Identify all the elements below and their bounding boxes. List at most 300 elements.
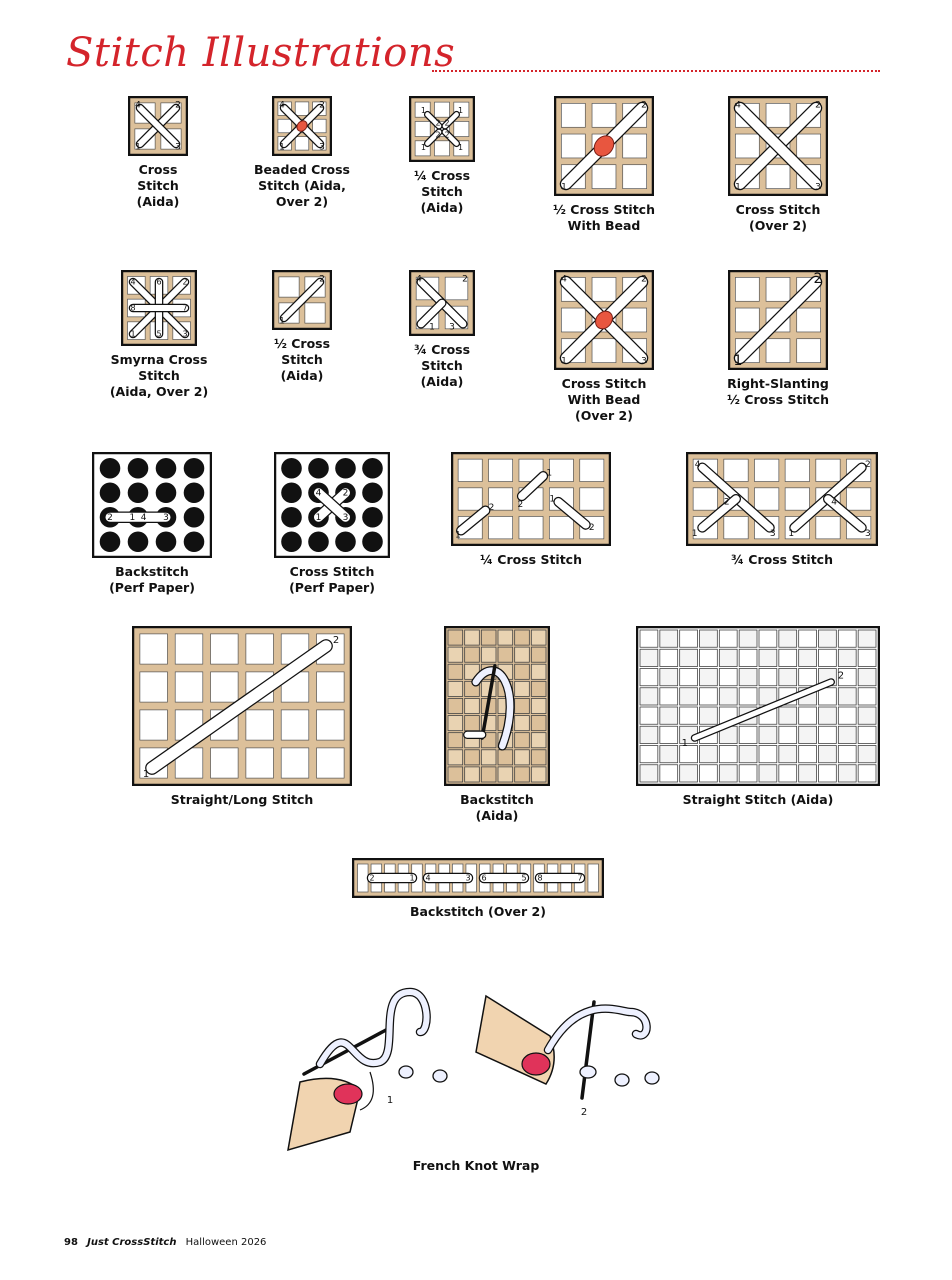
fabric-hole — [415, 121, 430, 136]
backstitch-aida-diagram — [444, 626, 550, 786]
fabric-hole — [211, 748, 239, 778]
stitch-number: 1 — [457, 143, 464, 153]
aida-weave-block — [759, 630, 777, 647]
aida-weave-block — [680, 649, 698, 666]
aida-weave-block — [481, 647, 496, 662]
aida-weave-block — [838, 746, 856, 763]
stitch-number: 1 — [546, 468, 553, 479]
stitch-three-quarter-cross — [686, 452, 878, 568]
stitch-number: 4 — [416, 274, 422, 285]
fabric-hole — [246, 710, 274, 740]
cross-bead-over2-diagram — [554, 270, 654, 370]
fabric-hole — [846, 488, 870, 510]
stitch-number: 8 — [537, 873, 543, 883]
stitch-number: 1 — [691, 528, 698, 539]
fabric-hole — [211, 634, 239, 664]
stitch-number: 2 — [837, 670, 845, 682]
fabric-hole — [592, 165, 616, 189]
stitch-cross-bead-over2 — [544, 270, 664, 424]
aida-weave-block — [660, 669, 678, 686]
stitch-number: 3 — [163, 512, 169, 523]
thread-outline — [320, 992, 427, 1064]
fabric-hole — [623, 165, 647, 189]
aida-weave-block — [640, 707, 658, 724]
stitch-backstitch-over2 — [352, 858, 604, 920]
fabric-hole — [785, 459, 809, 481]
aida-weave-block — [498, 630, 513, 645]
aida-weave-block — [640, 688, 658, 705]
stitch-caption: Cross Stitch (Over 2) — [735, 202, 821, 233]
aida-weave-block — [531, 630, 546, 645]
aida-weave-block — [515, 664, 530, 679]
perf-hole — [281, 458, 302, 479]
fingernail-left — [334, 1084, 362, 1104]
stitch-straight-long — [132, 626, 352, 808]
fabric-hole — [754, 488, 778, 510]
fabric-hole — [305, 303, 325, 323]
perf-hole — [281, 482, 302, 503]
aida-weave-block — [700, 630, 718, 647]
fabric-hole — [561, 103, 585, 127]
aida-weave-block — [465, 698, 480, 713]
perf-hole — [128, 458, 149, 479]
aida-weave-block — [448, 647, 463, 662]
stitch-number: 2 — [517, 500, 524, 511]
fabric-hole — [140, 710, 168, 740]
stitch-number: 1 — [315, 512, 322, 523]
aida-weave-block — [719, 649, 737, 666]
stitch-caption: Cross Stitch With Bead (Over 2) — [561, 376, 647, 423]
aida-weave-block — [515, 767, 530, 782]
fabric-hole — [281, 710, 309, 740]
aida-weave-block — [660, 649, 678, 666]
fabric-hole — [735, 134, 759, 158]
stitch-number: 2 — [435, 130, 441, 140]
stitch-number: 3 — [769, 528, 776, 539]
three-quarter-aida-diagram — [409, 270, 475, 336]
stitch-number: 1 — [455, 530, 461, 541]
aida-weave-block — [700, 707, 718, 724]
aida-weave-block — [739, 669, 757, 686]
fabric-hole — [797, 308, 821, 332]
aida-weave-block — [481, 630, 496, 645]
stitch-number: 3 — [182, 329, 188, 339]
aida-weave-block — [498, 750, 513, 765]
aida-weave-block — [531, 681, 546, 696]
aida-weave-block — [700, 669, 718, 686]
stitch-number: 1 — [788, 528, 795, 539]
stitch-number: 1 — [386, 1095, 394, 1106]
stitch-number: 4 — [279, 100, 285, 111]
aida-weave-block — [819, 688, 837, 705]
aida-weave-block — [498, 647, 513, 662]
aida-weave-block — [759, 669, 777, 686]
perf-hole — [308, 458, 329, 479]
stitch-caption: Right-Slanting ½ Cross Stitch — [727, 376, 829, 407]
stitch-number: 3 — [864, 528, 871, 539]
fabric-hole — [175, 634, 203, 664]
perf-hole — [281, 531, 302, 552]
perf-hole — [156, 458, 177, 479]
aida-weave-block — [481, 750, 496, 765]
stitch-half-cross-aida — [262, 270, 342, 384]
stitch-number: 4 — [831, 497, 838, 508]
stitch-number: 2 — [435, 118, 441, 128]
stitch-number: 2 — [342, 488, 349, 499]
stitch-caption: Straight Stitch (Aida) — [682, 792, 834, 807]
aida-weave-block — [531, 698, 546, 713]
fabric-hole — [140, 672, 168, 702]
fabric-hole — [797, 339, 821, 363]
three-quarter-cross-diagram — [686, 452, 878, 546]
aida-weave-block — [640, 765, 658, 782]
stitch-number: 1 — [429, 322, 435, 333]
quarter-cross-aida-diagram — [409, 96, 475, 162]
stitch-number: 2 — [580, 1107, 588, 1118]
aida-weave-block — [515, 647, 530, 662]
fabric-hole — [735, 277, 759, 301]
aida-weave-block — [759, 649, 777, 666]
aida-weave-block — [680, 669, 698, 686]
stitch-number: 2 — [369, 873, 375, 883]
aida-weave-block — [660, 726, 678, 743]
stitch-caption: French Knot Wrap — [412, 1158, 540, 1173]
aida-weave-block — [700, 688, 718, 705]
aida-weave-block — [465, 767, 480, 782]
fabric-hole — [246, 748, 274, 778]
perf-hole — [184, 482, 205, 503]
fabric-hole — [211, 672, 239, 702]
stitch-number: 1 — [279, 316, 285, 327]
stitch-backstitch-aida — [440, 626, 554, 824]
stitch-number: 2 — [815, 100, 821, 111]
aida-weave-block — [465, 647, 480, 662]
aida-weave-block — [799, 630, 817, 647]
stitch-number: 2 — [588, 523, 595, 534]
perf-hole — [362, 482, 383, 503]
fabric-hole — [317, 710, 345, 740]
french-knot-icon — [615, 1074, 629, 1086]
stitch-number: 2 — [864, 460, 871, 471]
stitch-number: 1 — [279, 142, 285, 153]
aida-weave-block — [838, 630, 856, 647]
fabric-hole — [458, 459, 482, 481]
stitch-number: 1 — [135, 142, 141, 153]
stitch-number: 5 — [156, 329, 162, 339]
perf-hole — [362, 507, 383, 528]
fabric-hole — [580, 459, 604, 481]
aida-weave-block — [858, 669, 876, 686]
fabric-hole — [278, 119, 292, 133]
aida-weave-block — [779, 649, 797, 666]
stitch-number: 8 — [130, 303, 136, 313]
aida-weave-block — [700, 649, 718, 666]
aida-weave-block — [838, 688, 856, 705]
stitch-number: 4 — [735, 100, 741, 111]
aida-weave-block — [759, 726, 777, 743]
stitch-caption: ¾ Cross Stitch — [731, 552, 833, 567]
quarter-cross-diagram — [451, 452, 611, 546]
perf-hole — [308, 531, 329, 552]
stitch-number: 4 — [130, 277, 136, 287]
stitch-number: 1 — [549, 494, 556, 505]
aida-weave-block — [660, 688, 678, 705]
stitch-cross-over2 — [718, 96, 838, 234]
perf-hole — [156, 531, 177, 552]
stitch-number: 2 — [488, 503, 495, 514]
aida-weave-block — [531, 750, 546, 765]
fabric-hole — [592, 339, 616, 363]
stitch-number: 3 — [175, 142, 181, 153]
title-dotted-rule — [432, 70, 880, 72]
aida-weave-block — [819, 707, 837, 724]
aida-weave-block — [858, 688, 876, 705]
stitch-number: 1 — [561, 356, 567, 367]
aida-weave-block — [448, 681, 463, 696]
stitch-quarter-cross — [450, 452, 612, 568]
aida-weave-block — [719, 669, 737, 686]
fabric-hole — [175, 672, 203, 702]
perf-hole — [184, 458, 205, 479]
aida-weave-block — [515, 630, 530, 645]
aida-weave-block — [799, 707, 817, 724]
cross-aida-diagram — [128, 96, 188, 156]
straight-long-diagram — [132, 626, 352, 786]
stitch-number: 4 — [561, 274, 567, 285]
aida-weave-block — [819, 765, 837, 782]
page-footer — [64, 1237, 266, 1248]
perf-hole — [281, 507, 302, 528]
french-knot-icon — [399, 1066, 413, 1078]
stitch-caption: Backstitch (Over 2) — [410, 904, 546, 919]
stitch-number: 2 — [319, 274, 325, 285]
stitch-caption: Cross Stitch (Aida) — [136, 162, 180, 209]
fabric-hole — [246, 634, 274, 664]
stitch-number: 4 — [135, 100, 141, 111]
perf-hole — [362, 458, 383, 479]
perf-hole — [100, 531, 121, 552]
stitch-french-knot — [280, 972, 672, 1174]
fabric-hole — [693, 488, 717, 510]
aida-weave-block — [515, 681, 530, 696]
fabric-hole — [454, 121, 469, 136]
page-title: Stitch Illustrations — [66, 30, 456, 76]
aida-weave-block — [799, 649, 817, 666]
stitch-three-quarter-aida — [400, 270, 484, 390]
aida-weave-block — [640, 726, 658, 743]
aida-weave-block — [799, 669, 817, 686]
page-number: 98 — [64, 1237, 78, 1248]
beaded-cross-diagram — [272, 96, 332, 156]
aida-weave-block — [739, 726, 757, 743]
stitch-number: 3 — [319, 142, 325, 153]
aida-weave-block — [680, 688, 698, 705]
stitch-caption: ½ Cross Stitch (Aida) — [273, 336, 331, 383]
stitch-number: 1 — [420, 105, 427, 115]
aida-weave-block — [498, 767, 513, 782]
aida-weave-block — [739, 746, 757, 763]
french-knot-icon — [645, 1072, 659, 1084]
aida-weave-block — [640, 630, 658, 647]
aida-weave-block — [858, 765, 876, 782]
stitch-number: 2 — [462, 274, 468, 285]
stitch-number: 1 — [735, 182, 741, 193]
aida-weave-block — [515, 716, 530, 731]
aida-weave-block — [838, 765, 856, 782]
stitch-number: 2 — [444, 130, 450, 140]
stitch-number: 7 — [577, 873, 583, 883]
aida-weave-block — [640, 669, 658, 686]
stitch-number: 1 — [142, 769, 150, 780]
aida-weave-block — [660, 707, 678, 724]
stitch-number: 4 — [425, 873, 431, 883]
aida-weave-block — [719, 746, 737, 763]
stitch-caption: Backstitch (Perf Paper) — [109, 564, 195, 595]
aida-weave-block — [448, 767, 463, 782]
aida-weave-block — [448, 733, 463, 748]
aida-weave-block — [779, 726, 797, 743]
aida-weave-block — [739, 765, 757, 782]
stitch-number: 1 — [130, 329, 136, 339]
aida-weave-block — [448, 698, 463, 713]
stitch-caption: Smyrna Cross Stitch (Aida, Over 2) — [109, 352, 209, 399]
fabric-hole — [434, 141, 449, 156]
stitch-number: 2 — [641, 274, 647, 285]
stitch-right-slanting-half — [712, 270, 844, 408]
stitch-caption: Cross Stitch (Perf Paper) — [289, 564, 375, 595]
stitch-number: 3 — [815, 182, 821, 193]
aida-weave-block — [531, 647, 546, 662]
aida-weave-block — [819, 630, 837, 647]
aida-weave-block — [700, 765, 718, 782]
fabric-hole — [519, 516, 543, 538]
stitch-number: 3 — [465, 873, 471, 883]
stitch-number: 2 — [319, 100, 325, 111]
aida-weave-block — [465, 630, 480, 645]
cross-over2-diagram — [728, 96, 828, 196]
perf-hole — [184, 507, 205, 528]
fabric-hole — [797, 134, 821, 158]
stitch-caption: ¾ Cross Stitch (Aida) — [413, 342, 471, 389]
perf-hole — [156, 482, 177, 503]
aida-weave-block — [739, 630, 757, 647]
aida-weave-block — [531, 664, 546, 679]
aida-weave-block — [719, 688, 737, 705]
fabric-hole — [561, 308, 585, 332]
fabric-hole — [140, 634, 168, 664]
fabric-hole — [458, 488, 482, 510]
aida-weave-block — [515, 750, 530, 765]
perf-hole — [362, 531, 383, 552]
stitch-quarter-cross-aida — [400, 96, 484, 216]
fabric-hole — [561, 134, 585, 158]
stitch-number: 2 — [641, 100, 647, 111]
aida-weave-block — [481, 767, 496, 782]
fabric-hole — [313, 119, 327, 133]
perf-hole — [100, 482, 121, 503]
aida-weave-block — [531, 767, 546, 782]
stitch-number: 5 — [521, 873, 527, 883]
fabric-hole — [735, 308, 759, 332]
aida-weave-block — [640, 649, 658, 666]
fabric-hole — [317, 672, 345, 702]
aida-weave-block — [660, 765, 678, 782]
thread-stitch — [320, 992, 427, 1064]
fabric-hole — [549, 459, 573, 481]
fingernail-right — [522, 1053, 550, 1075]
fabric-hole — [724, 516, 748, 538]
aida-weave-block — [739, 688, 757, 705]
backstitch-over2-diagram — [352, 858, 604, 898]
backstitch-perf-diagram — [92, 452, 212, 558]
fabric-hole — [580, 488, 604, 510]
aida-weave-block — [465, 750, 480, 765]
aida-weave-block — [838, 649, 856, 666]
french-knot-icon — [433, 1070, 447, 1082]
stitch-cross-perf — [270, 452, 394, 596]
fabric-hole — [724, 459, 748, 481]
aida-weave-block — [799, 765, 817, 782]
fabric-hole — [766, 165, 790, 189]
aida-weave-block — [819, 726, 837, 743]
fabric-hole — [816, 459, 840, 481]
stitch-number: 2 — [813, 271, 823, 287]
stitch-number: 1 — [681, 737, 688, 749]
fabric-hole — [766, 277, 790, 301]
fabric-hole — [434, 102, 449, 117]
aida-weave-block — [515, 733, 530, 748]
aida-weave-block — [448, 750, 463, 765]
aida-weave-block — [448, 716, 463, 731]
aida-weave-block — [779, 746, 797, 763]
aida-weave-block — [719, 765, 737, 782]
fabric-hole — [358, 864, 369, 892]
aida-weave-block — [515, 698, 530, 713]
fabric-hole — [489, 516, 513, 538]
stitch-cross-aida — [118, 96, 198, 210]
fabric-hole — [623, 308, 647, 332]
fabric-hole — [295, 137, 309, 151]
aida-weave-block — [799, 726, 817, 743]
aida-weave-block — [858, 746, 876, 763]
stitch-number: 2 — [107, 512, 113, 523]
half-cross-aida-diagram — [272, 270, 332, 330]
aida-weave-block — [448, 630, 463, 645]
fabric-hole — [766, 339, 790, 363]
aida-weave-block — [838, 707, 856, 724]
stitch-caption: ¼ Cross Stitch (Aida) — [413, 168, 471, 215]
stitch-straight-aida — [636, 626, 880, 808]
perf-hole — [100, 458, 121, 479]
perf-hole — [184, 531, 205, 552]
fabric-hole — [588, 864, 599, 892]
aida-weave-block — [660, 746, 678, 763]
half-cross-bead-diagram — [554, 96, 654, 196]
stitch-number: 2 — [444, 118, 450, 128]
aida-weave-block — [779, 630, 797, 647]
stitch-smyrna — [104, 270, 214, 400]
stitch-number: 6 — [156, 277, 162, 287]
stitch-number: 4 — [315, 488, 322, 499]
stitch-number: 6 — [481, 873, 487, 883]
fabric-hole — [295, 102, 309, 116]
stitch-caption: ¼ Cross Stitch — [480, 552, 582, 567]
aida-weave-block — [779, 707, 797, 724]
aida-weave-block — [680, 630, 698, 647]
stitch-beaded-cross — [248, 96, 356, 210]
cross-perf-diagram — [274, 452, 390, 558]
stitch-caption: Straight/Long Stitch — [170, 792, 314, 807]
